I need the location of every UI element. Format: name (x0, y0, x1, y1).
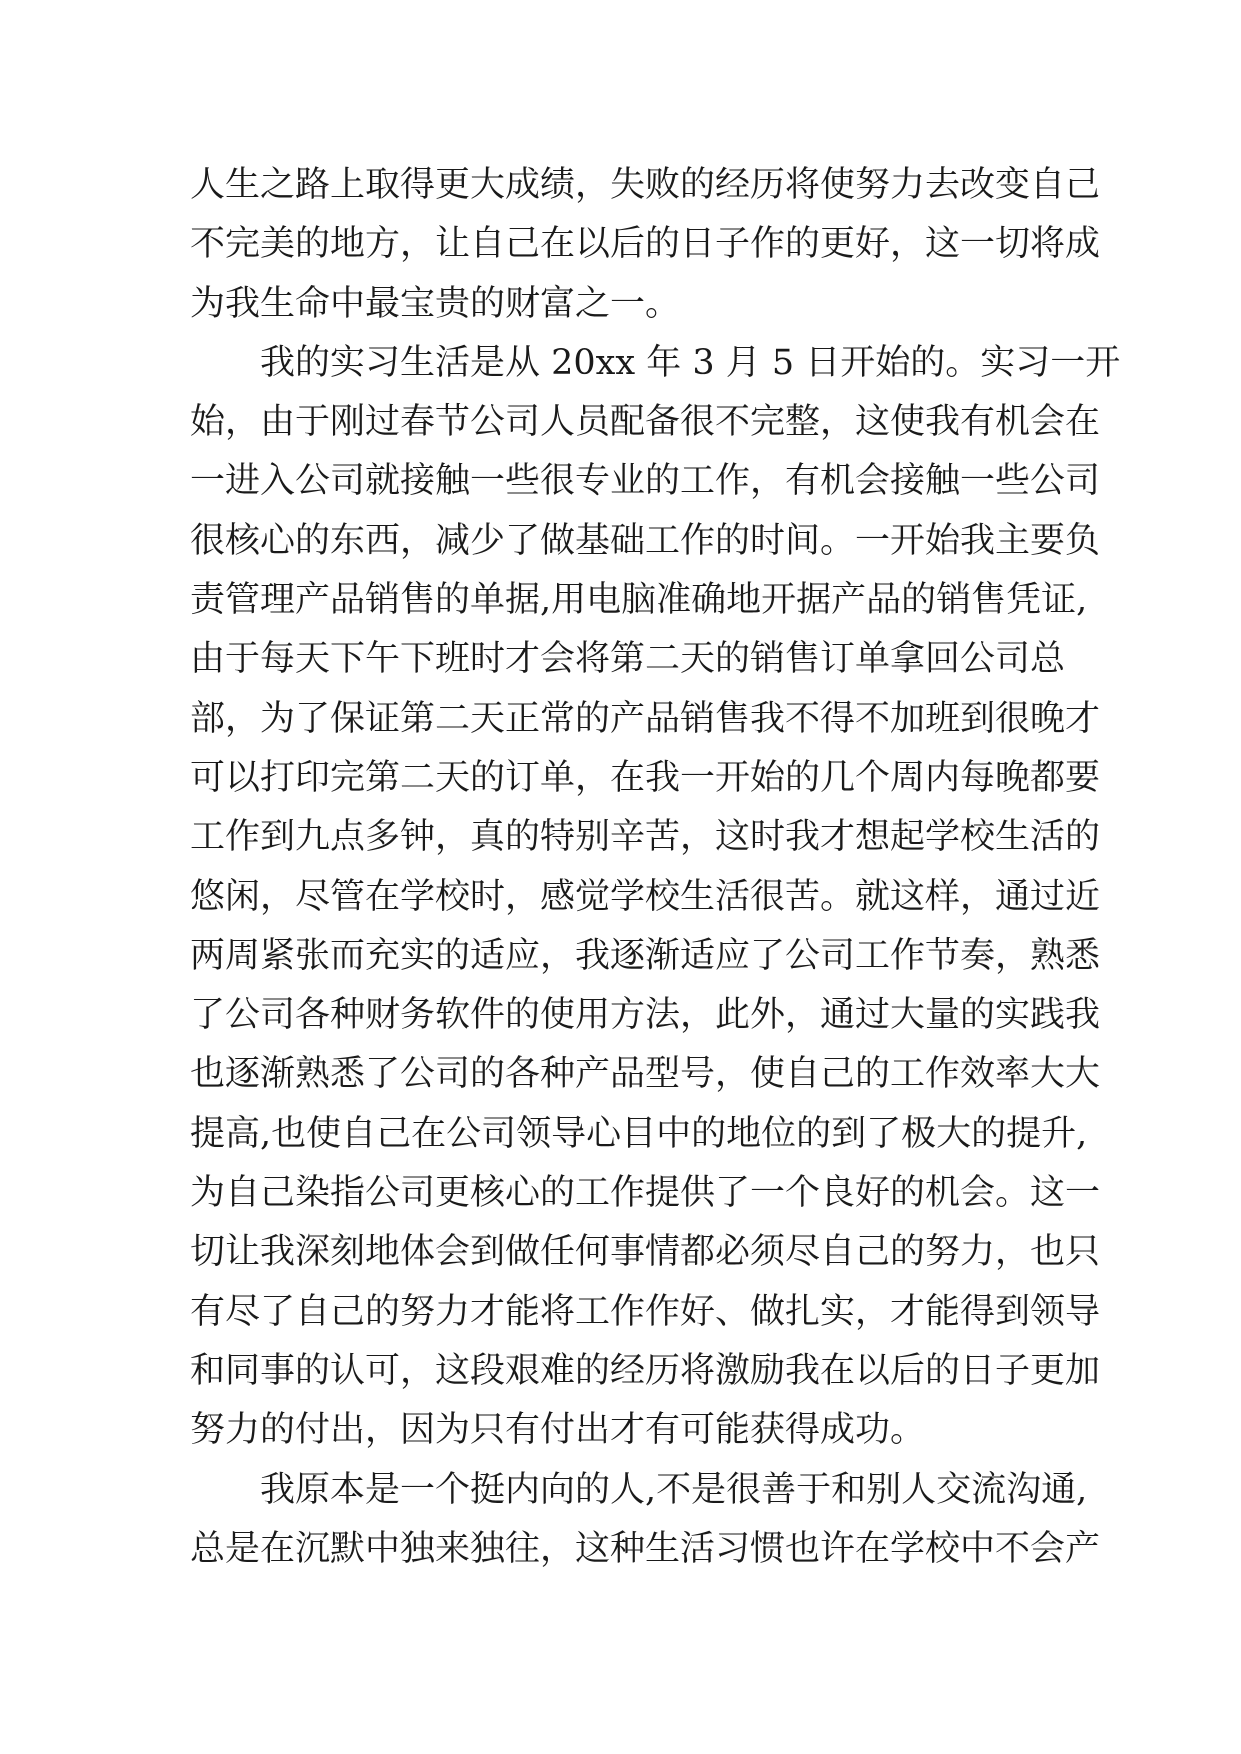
text-line: 我的实习生活是从 20xx 年 3 月 5 日开始的。实习一开 (260, 342, 1121, 383)
paragraph (190, 156, 1101, 334)
text-line: 很核心的东西，减少了做基础工作的时间。一开始我主要负 (190, 520, 1101, 561)
paragraph (190, 334, 1121, 1461)
text-line: 切让我深刻地体会到做任何事情都必须尽自己的努力，也只 (190, 1232, 1101, 1273)
text-line: 部，为了保证第二天正常的产品销售我不得不加班到很晚才 (190, 698, 1101, 739)
text-line: 一进入公司就接触一些很专业的工作，有机会接触一些公司 (190, 461, 1101, 502)
text-line: 和同事的认可，这段艰难的经历将激励我在以后的日子更加 (190, 1350, 1101, 1391)
text-line: 也逐渐熟悉了公司的各种产品型号，使自己的工作效率大大 (190, 1054, 1101, 1095)
text-line: 始，由于刚过春节公司人员配备很不完整，这使我有机会在 (190, 402, 1101, 443)
text-line: 努力的付出，因为只有付出才有可能获得成功。 (190, 1410, 926, 1451)
text-line: 责管理产品销售的单据,用电脑准确地开据产品的销售凭证, (190, 580, 1088, 621)
text-line: 总是在沉默中独来独往，这种生活习惯也许在学校中不会产 (190, 1528, 1101, 1569)
text-line: 为自己染指公司更核心的工作提供了一个良好的机会。这一 (190, 1173, 1101, 1214)
text-line: 为我生命中最宝贵的财富之一。 (190, 283, 681, 324)
text-line: 不完美的地方，让自己在以后的日子作的更好，这一切将成 (190, 224, 1101, 265)
text-line: 有尽了自己的努力才能将工作作好、做扎实，才能得到领导 (190, 1291, 1101, 1332)
text-line: 我原本是一个挺内向的人,不是很善于和别人交流沟通, (260, 1469, 1088, 1510)
text-line: 人生之路上取得更大成绩，失败的经历将使努力去改变自己 (190, 165, 1101, 205)
text-line: 工作到九点多钟，真的特别辛苦，这时我才想起学校生活的 (190, 817, 1101, 858)
text-line: 提高,也使自己在公司领导心目中的地位的到了极大的提升, (190, 1113, 1088, 1154)
text-line: 悠闲，尽管在学校时，感觉学校生活很苦。就这样，通过近 (190, 876, 1101, 917)
text-line: 两周紧张而充实的适应，我逐渐适应了公司工作节奏，熟悉 (190, 935, 1101, 976)
text-line: 了公司各种财务软件的使用方法，此外，通过大量的实践我 (190, 995, 1101, 1036)
text-line: 由于每天下午下班时才会将第二天的销售订单拿回公司总 (190, 639, 1066, 680)
text-line: 可以打印完第二天的订单，在我一开始的几个周内每晚都要 (190, 757, 1101, 798)
paragraph (190, 1461, 1101, 1580)
body-text (190, 156, 1121, 1579)
